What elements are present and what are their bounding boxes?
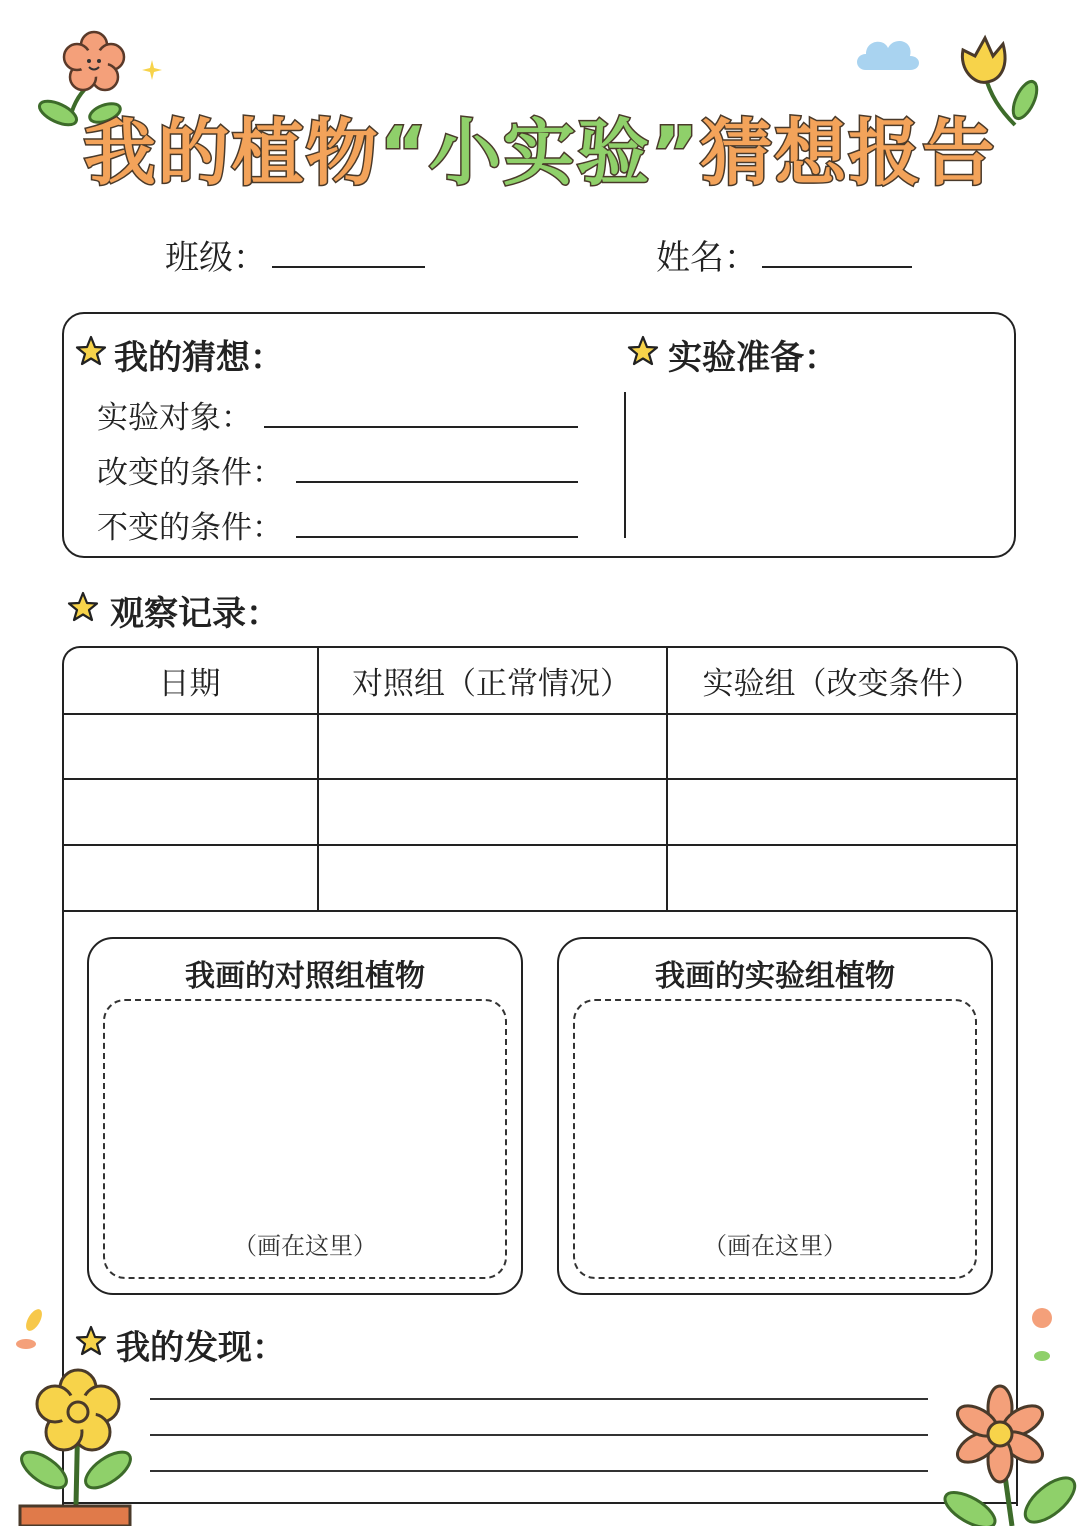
star-icon (626, 334, 660, 368)
sparkle-icon (140, 58, 164, 82)
table-cell[interactable] (64, 715, 316, 777)
class-label: 班级： (165, 238, 267, 278)
observation-title: 观察记录： (110, 594, 280, 634)
control-drawing-box (87, 937, 523, 1295)
page-title (60, 108, 1020, 198)
column-header-date: 日期 (158, 666, 221, 702)
name-input-line[interactable] (762, 266, 912, 268)
cloud-icon (852, 30, 924, 74)
name-label: 姓名： (656, 238, 758, 278)
class-input-line[interactable] (272, 266, 425, 268)
guess-row-label: 不变的条件： (97, 510, 283, 546)
findings-input-line[interactable] (150, 1398, 928, 1400)
drawing-hint: （画在这里） (703, 1232, 847, 1260)
control-drawing-title: 我画的对照组植物 (185, 959, 425, 994)
findings-input-line[interactable] (150, 1470, 928, 1472)
title-part-3: 猜想报告 (700, 111, 997, 195)
subject-input-line[interactable] (264, 426, 578, 428)
table-cell[interactable] (668, 846, 1016, 909)
control-drawing-area[interactable] (103, 999, 507, 1279)
drawing-hint: （画在这里） (233, 1232, 377, 1260)
guess-row-label: 改变的条件： (97, 455, 283, 491)
title-part-2: “小实验” (379, 111, 701, 195)
prep-writing-area[interactable] (640, 392, 1000, 542)
table-cell[interactable] (319, 715, 665, 777)
table-cell[interactable] (319, 780, 665, 843)
table-cell[interactable] (64, 780, 316, 843)
star-icon (66, 590, 100, 624)
fixed-condition-input-line[interactable] (296, 536, 578, 538)
table-rule (62, 910, 1018, 912)
guess-title: 我的猜想： (114, 338, 284, 378)
flower-icon (930, 1300, 1080, 1526)
title-part-1: 我的植物 (83, 111, 380, 195)
prep-title: 实验准备： (668, 338, 838, 378)
panel-divider (624, 392, 626, 538)
column-header-experiment: 实验组（改变条件） (702, 666, 982, 702)
changed-condition-input-line[interactable] (296, 481, 578, 483)
findings-title: 我的发现： (116, 1328, 286, 1368)
guess-row-label: 实验对象： (97, 400, 252, 436)
flower-pot-icon (6, 1300, 146, 1526)
table-cell[interactable] (668, 715, 1016, 777)
table-rule (62, 1502, 1018, 1504)
findings-input-line[interactable] (150, 1434, 928, 1436)
experiment-drawing-box (557, 937, 993, 1295)
experiment-drawing-title: 我画的实验组植物 (655, 959, 895, 994)
table-cell[interactable] (668, 780, 1016, 843)
table-cell[interactable] (319, 846, 665, 909)
table-cell[interactable] (64, 846, 316, 909)
star-icon (74, 334, 108, 368)
column-header-control: 对照组（正常情况） (352, 666, 631, 702)
experiment-drawing-area[interactable] (573, 999, 977, 1279)
